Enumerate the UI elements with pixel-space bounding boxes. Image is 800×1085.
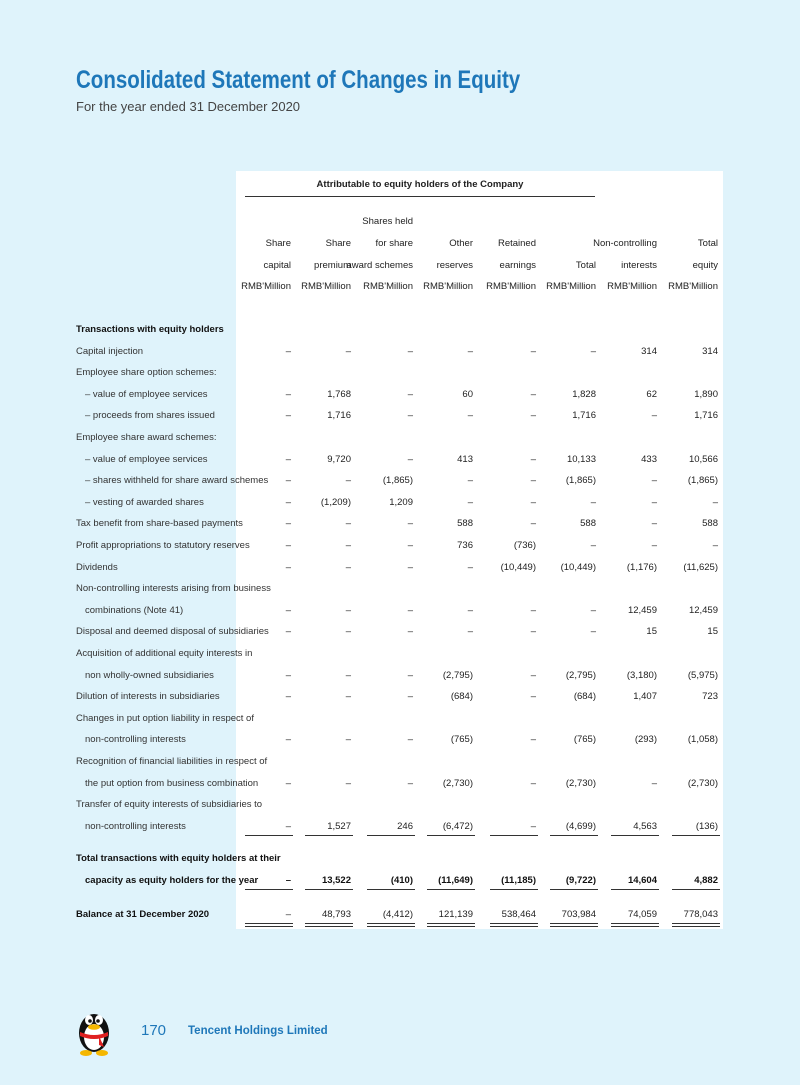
table-cell: – (590, 496, 596, 508)
group-header: Attributable to equity holders of the Company (316, 179, 524, 190)
table-cell: – (285, 518, 291, 530)
column-header: Retained (497, 238, 536, 249)
table-cell: – (590, 604, 596, 616)
table-cell: – (285, 540, 291, 551)
table-cell: – (530, 604, 536, 616)
table-cell: – (407, 777, 413, 789)
table-cell: 1,527 (327, 820, 351, 832)
balance-cell: 538,464 (501, 909, 536, 920)
table-cell: 314 (702, 345, 718, 357)
penguin-mascot-icon (72, 1005, 116, 1062)
column-header: equity (692, 260, 718, 271)
table-cell: (1,865) (565, 475, 596, 487)
balance-cell: 48,793 (321, 909, 351, 920)
table-cell: 10,133 (566, 453, 596, 465)
total-cell: 13,522 (321, 875, 351, 886)
column-header: Total (697, 238, 718, 249)
column-double-rule (490, 926, 538, 927)
table-cell: – (285, 669, 291, 681)
table-cell: – (530, 626, 536, 638)
table-cell: 15 (646, 626, 657, 638)
table-cell: – (285, 604, 291, 616)
table-cell: – (530, 669, 536, 681)
row-label: Transactions with equity holders (76, 324, 224, 335)
column-header: RMB'Million (301, 281, 351, 292)
column-total-rule (672, 889, 720, 890)
table-cell: 736 (457, 540, 473, 551)
row-label: Acquisition of additional equity interests in (76, 648, 253, 659)
column-header: Other (449, 238, 473, 249)
table-cell: 12,459 (688, 604, 718, 616)
row-label: – vesting of awarded shares (85, 496, 204, 508)
column-header: reserves (436, 260, 473, 271)
column-total-rule (611, 889, 659, 890)
column-double-rule (611, 923, 659, 924)
table-cell: – (345, 475, 351, 487)
column-double-rule (245, 926, 293, 927)
total-transactions-label: Total transactions with equity holders at their (76, 853, 281, 864)
column-header: RMB'Million (607, 281, 657, 292)
column-header: Non-controlling (593, 238, 657, 249)
row-label: Disposal and deemed disposal of subsidiaries (76, 626, 269, 638)
table-cell: 10,566 (688, 453, 718, 465)
column-header: Share (265, 238, 291, 249)
table-cell: (2,795) (565, 669, 596, 681)
table-cell: – (285, 691, 291, 703)
total-cell: 4,882 (694, 875, 718, 886)
page-title: Consolidated Statement of Changes in Equity (76, 66, 521, 94)
table-cell: – (467, 345, 473, 357)
table-cell: 62 (646, 388, 657, 400)
table-cell: – (345, 604, 351, 616)
column-header: interests (621, 260, 657, 271)
table-cell: – (590, 540, 596, 551)
column-header: Shares held (362, 216, 413, 227)
table-cell: (684) (450, 691, 473, 703)
table-cell: – (407, 518, 413, 530)
table-cell: – (530, 691, 536, 703)
row-label: Non-controlling interests arising from business (76, 583, 271, 595)
table-cell: (1,176) (626, 561, 657, 573)
total-cell: (11,649) (438, 875, 473, 886)
row-label: – proceeds from shares issued (85, 410, 215, 422)
page-number: 170 (141, 1022, 167, 1039)
table-cell: – (590, 626, 596, 638)
table-cell: – (285, 820, 291, 832)
row-label: Profit appropriations to statutory reserves (76, 540, 250, 551)
table-cell: – (467, 604, 473, 616)
table-cell: – (407, 540, 413, 551)
table-cell: – (407, 734, 413, 746)
table-cell: – (651, 496, 657, 508)
table-cell: (1,865) (382, 475, 413, 487)
column-total-rule (245, 889, 293, 890)
table-cell: (136) (695, 820, 718, 832)
table-cell: – (345, 669, 351, 681)
table-cell: – (407, 626, 413, 638)
table-cell: – (530, 777, 536, 789)
table-cell: (1,058) (687, 734, 718, 746)
balance-cell: 703,984 (561, 909, 596, 920)
column-subtotal-rule (672, 835, 720, 836)
table-cell: – (407, 561, 413, 573)
table-cell: – (651, 777, 657, 789)
table-cell: – (530, 496, 536, 508)
row-label: non wholly-owned subsidiaries (85, 669, 214, 681)
table-cell: – (285, 496, 291, 508)
table-cell: – (345, 777, 351, 789)
table-cell: 60 (462, 388, 473, 400)
table-cell: – (712, 496, 718, 508)
row-label: Dilution of interests in subsidiaries (76, 691, 220, 703)
column-double-rule (490, 923, 538, 924)
table-cell: 588 (702, 518, 718, 530)
table-cell: (765) (573, 734, 596, 746)
table-cell: 1,716 (327, 410, 351, 422)
row-label: Employee share award schemes: (76, 432, 217, 443)
table-cell: – (712, 540, 718, 551)
table-cell: – (467, 626, 473, 638)
table-cell: – (530, 518, 536, 530)
column-subtotal-rule (427, 835, 475, 836)
table-cell: 1,407 (633, 691, 657, 703)
row-label: combinations (Note 41) (85, 604, 184, 616)
column-double-rule (367, 923, 415, 924)
table-cell: – (590, 345, 596, 357)
column-header: premium (314, 260, 351, 271)
table-cell: (2,730) (565, 777, 596, 789)
row-label: Capital injection (76, 345, 144, 357)
table-cell: 9,720 (327, 453, 351, 465)
table-cell: – (407, 388, 413, 400)
table-cell: – (285, 475, 291, 487)
table-cell: (736) (513, 540, 536, 551)
row-label: – shares withheld for share award schemes (85, 475, 269, 487)
table-cell: – (651, 410, 657, 422)
table-cell: – (345, 561, 351, 573)
table-cell: – (285, 345, 291, 357)
table-cell: 4,563 (633, 820, 657, 832)
row-label: Changes in put option liability in respect of (76, 712, 254, 724)
balance-cell: 74,059 (627, 909, 657, 920)
table-cell: (2,730) (687, 777, 718, 789)
column-header: Share (325, 238, 351, 249)
total-cell: (410) (390, 875, 413, 886)
column-header: RMB'Million (668, 281, 718, 292)
column-total-rule (305, 889, 353, 890)
column-double-rule (367, 926, 415, 927)
table-cell: – (651, 540, 657, 551)
table-cell: 12,459 (627, 604, 657, 616)
column-subtotal-rule (490, 835, 538, 836)
column-double-rule (672, 923, 720, 924)
table-cell: – (345, 691, 351, 703)
column-double-rule (550, 923, 598, 924)
table-cell: – (407, 669, 413, 681)
table-cell: 1,768 (327, 388, 351, 400)
column-total-rule (550, 889, 598, 890)
row-label: non-controlling interests (85, 820, 186, 832)
row-label: Recognition of financial liabilities in respect of (76, 756, 268, 767)
column-total-rule (367, 889, 415, 890)
column-header: earnings (499, 260, 536, 271)
table-cell: 1,828 (572, 388, 596, 400)
table-cell: (4,699) (565, 820, 596, 832)
table-cell: – (651, 475, 657, 487)
total-cell: – (285, 875, 291, 886)
balance-cell: 121,139 (438, 909, 473, 920)
table-cell: 314 (641, 345, 657, 357)
table-cell: – (285, 453, 291, 465)
column-double-rule (245, 923, 293, 924)
table-cell: (2,795) (442, 669, 473, 681)
table-cell: – (467, 561, 473, 573)
table-cell: (5,975) (687, 669, 718, 681)
column-header: Total (575, 260, 596, 271)
table-cell: – (285, 561, 291, 573)
table-cell: – (407, 691, 413, 703)
table-cell: 433 (641, 453, 657, 465)
column-double-rule (427, 923, 475, 924)
row-label: Tax benefit from share-based payments (76, 518, 243, 530)
table-cell: – (467, 496, 473, 508)
table-cell: – (467, 475, 473, 487)
table-cell: – (530, 345, 536, 357)
total-cell: (9,722) (565, 875, 596, 886)
row-label: Dividends (76, 561, 118, 573)
table-cell: 588 (580, 518, 596, 530)
table-cell: (3,180) (626, 669, 657, 681)
table-cell: – (285, 777, 291, 789)
column-subtotal-rule (550, 835, 598, 836)
column-total-rule (490, 889, 538, 890)
table-cell: (6,472) (442, 820, 473, 832)
table-cell: (10,449) (560, 561, 596, 573)
table-cell: – (285, 388, 291, 400)
column-header: RMB'Million (241, 281, 291, 292)
table-cell: – (407, 410, 413, 422)
column-double-rule (305, 926, 353, 927)
table-cell: – (407, 345, 413, 357)
table-cell: – (345, 540, 351, 551)
column-subtotal-rule (245, 835, 293, 836)
column-total-rule (427, 889, 475, 890)
balance-cell: (4,412) (382, 909, 413, 920)
table-cell: – (530, 734, 536, 746)
table-cell: – (285, 410, 291, 422)
group-header-rule (245, 196, 595, 197)
table-cell: – (285, 734, 291, 746)
row-label: – value of employee services (85, 453, 208, 465)
column-subtotal-rule (611, 835, 659, 836)
table-cell: 246 (397, 820, 413, 832)
table-cell: 723 (702, 691, 718, 703)
balance-cell: 778,043 (683, 909, 718, 920)
column-subtotal-rule (305, 835, 353, 836)
table-cell: 1,716 (572, 410, 596, 422)
table-cell: (1,209) (320, 496, 351, 508)
column-double-rule (427, 926, 475, 927)
table-cell: (765) (450, 734, 473, 746)
total-cell: (11,185) (501, 875, 536, 886)
table-cell: – (651, 518, 657, 530)
column-subtotal-rule (367, 835, 415, 836)
table-cell: – (530, 820, 536, 832)
table-cell: (684) (573, 691, 596, 703)
table-cell: – (407, 604, 413, 616)
column-header: for share (375, 238, 413, 249)
table-cell: – (530, 475, 536, 487)
column-header: RMB'Million (546, 281, 596, 292)
table-cell: (293) (634, 734, 657, 746)
table-cell: (1,865) (687, 475, 718, 487)
table-cell: (2,730) (442, 777, 473, 789)
table-cell: 588 (457, 518, 473, 530)
column-header: award schemes (346, 260, 413, 271)
row-label: Employee share option schemes: (76, 367, 217, 379)
row-label: Transfer of equity interests of subsidiaries to (76, 799, 263, 811)
row-label: – value of employee services (85, 388, 208, 400)
total-transactions-label: capacity as equity holders for the year (85, 875, 259, 886)
column-double-rule (550, 926, 598, 927)
column-header: RMB'Million (423, 281, 473, 292)
total-cell: 14,604 (627, 875, 657, 886)
table-cell: – (345, 626, 351, 638)
table-cell: – (467, 410, 473, 422)
table-cell: (11,625) (683, 561, 718, 573)
company-name: Tencent Holdings Limited (188, 1025, 328, 1037)
balance-label: Balance at 31 December 2020 (76, 909, 210, 920)
column-double-rule (611, 926, 659, 927)
table-cell: (10,449) (500, 561, 536, 573)
table-cell: 1,716 (694, 410, 718, 422)
row-label: the put option from business combination (85, 777, 259, 789)
page-subtitle: For the year ended 31 December 2020 (76, 99, 301, 114)
table-cell: – (407, 453, 413, 465)
table-cell: 15 (707, 626, 718, 638)
table-cell: – (345, 518, 351, 530)
table-cell: – (530, 410, 536, 422)
column-double-rule (672, 926, 720, 927)
table-cell: – (345, 734, 351, 746)
table-cell: 1,890 (694, 388, 718, 400)
row-label: non-controlling interests (85, 734, 186, 746)
column-header: RMB'Million (486, 281, 536, 292)
column-double-rule (305, 923, 353, 924)
column-header: RMB'Million (363, 281, 413, 292)
table-cell: – (530, 388, 536, 400)
table-cell: – (285, 626, 291, 638)
column-header: capital (263, 260, 291, 271)
balance-cell: – (285, 909, 291, 920)
table-cell: 413 (457, 453, 473, 465)
table-cell: 1,209 (389, 496, 413, 508)
table-cell: – (530, 453, 536, 465)
table-cell: – (345, 345, 351, 357)
